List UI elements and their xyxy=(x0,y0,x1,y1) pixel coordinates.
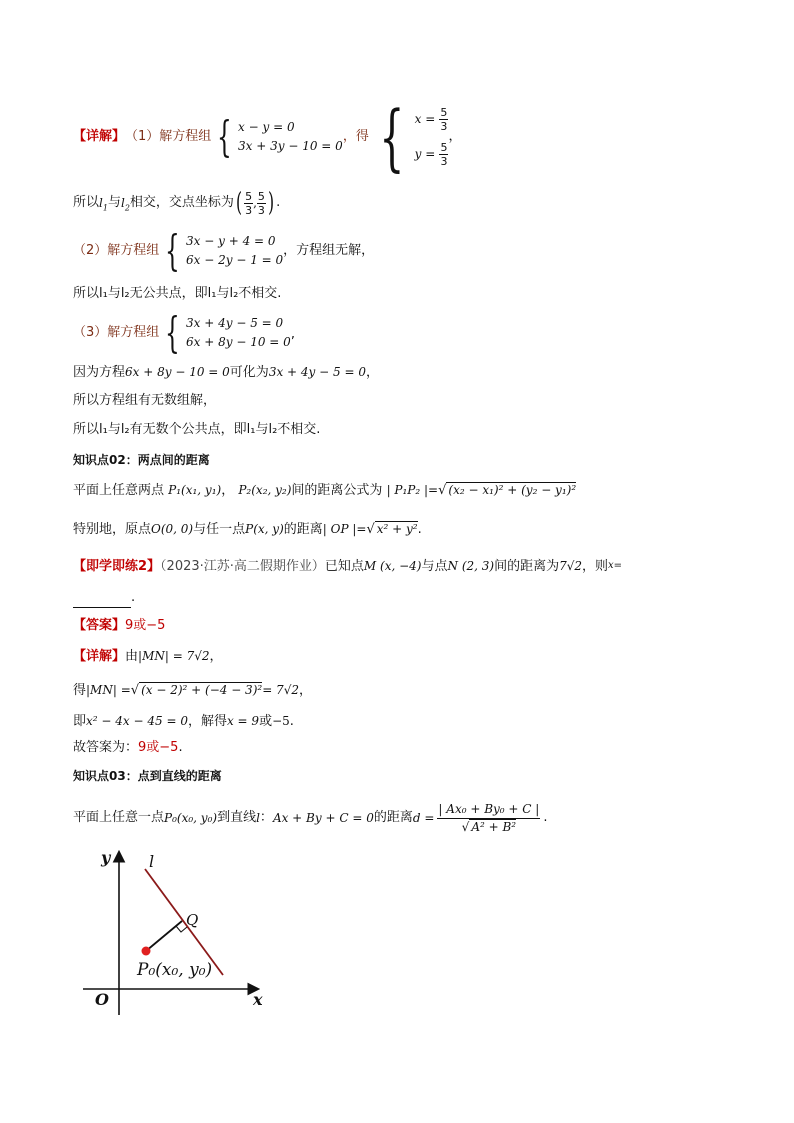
conclusion-3: 所以l₁与l₂有无数个公共点，即l₁与l₂不相交. xyxy=(73,422,321,437)
infinite-solutions-line: 所以方程组有无数组解， xyxy=(73,393,217,408)
distance-figure xyxy=(75,845,275,1025)
x-axis-label: x xyxy=(253,990,263,1009)
kp2-heading: 知识点02：两点间的距离 xyxy=(73,453,210,467)
kp2-origin-line: 特别地，原点O(0, 0)与任一点P(x, y)的距离| OP |=√ x² + y². xyxy=(73,522,422,537)
solution-system-1: { x = $\frac{5}{3}$ y = $\frac{5}{3}$ xyxy=(379,95,448,179)
solution-part3: （3）解方程组 { 3x + 4y − 5 = 0 6x + 8y − 10 = 0’ xyxy=(73,308,295,357)
kp3-formula-line: 平面上任意一点 P₀(x₀, y₀) 到直线 l ： Ax + By + C = 0 的距离 d = $\frac{\text{| Ax₀ + By₀ + C |}}{\text{√ A² + B²}}$ . xyxy=(73,801,548,834)
conclusion-1: 所以 $l_1$ 与 $l_2$ 相交，交点坐标为 ( $\frac{5}{3}$ , $\frac{5}{3}$ ) . xyxy=(73,188,281,218)
answer-blank-line: . xyxy=(73,588,135,608)
practice2-question: 【即学即练2】（2023·江苏·高二假期作业）已知点M (x, −4)与点N (2, 3)间的距离为7√2，则$^{x=}$ xyxy=(73,559,623,574)
solution-part1: 【详解】 （1）解方程组 { x − y = 0 3x + 3y − 10 = 0 ，得 { x = $\frac{5}{3}$ y = $\frac{5}{3}$ ， xyxy=(73,95,462,179)
line-l-label: l xyxy=(149,852,155,871)
part1-label: （1）解方程组 xyxy=(125,129,212,144)
explain-tag: 【详解】 xyxy=(73,129,126,144)
point-p0 xyxy=(142,947,151,956)
kp3-heading: 知识点03：点到直线的距离 xyxy=(73,769,222,783)
practice2-final: 故答案为：9或−5. xyxy=(73,740,183,755)
equation-system-2: { 3x − y + 4 = 0 6x − 2y − 1 = 0 xyxy=(165,226,284,275)
kp2-formula-line: 平面上任意两点 P₁(x₁, y₁)， P₂(x₂, y₂)间的距离公式为 | P₁P₂ |=√ (x₂ − x₁)² + (y₂ − y₁)² xyxy=(73,483,577,498)
point-p0-label: P₀(x₀, y₀) xyxy=(137,960,213,980)
foot-q-label: Q xyxy=(186,911,199,929)
solution-part2: （2）解方程组 { 3x − y + 4 = 0 6x − 2y − 1 = 0 ，方程组无解， xyxy=(73,226,375,275)
answer-blank xyxy=(73,593,131,608)
answer-line: 【答案】9或−5 xyxy=(73,618,166,633)
practice2-step2: 得|MN| =√ (x − 2)² + (−4 − 3)²= 7√2， xyxy=(73,683,312,698)
equation-system-1: { x − y = 0 3x + 3y − 10 = 0 xyxy=(217,112,343,161)
practice2-step1: 【详解】由|MN| = 7√2， xyxy=(73,649,223,664)
because-line: 因为方程6x + 8y − 10 = 0可化为3x + 4y − 5 = 0， xyxy=(73,365,379,380)
equation-system-3: { 3x + 4y − 5 = 0 6x + 8y − 10 = 0’ xyxy=(165,308,295,357)
distance-fraction: $\frac{\text{| Ax₀ + By₀ + C |}}{\text{√ A² + B²}}$ xyxy=(438,801,540,834)
origin-label: O xyxy=(95,990,109,1009)
perpendicular-segment xyxy=(146,921,182,951)
conclusion-2: 所以l₁与l₂无公共点，即l₁与l₂不相交. xyxy=(73,286,282,301)
y-axis-label: y xyxy=(101,848,111,867)
practice2-step3: 即x² − 4x − 45 = 0，解得x = 9或−5. xyxy=(73,714,294,729)
